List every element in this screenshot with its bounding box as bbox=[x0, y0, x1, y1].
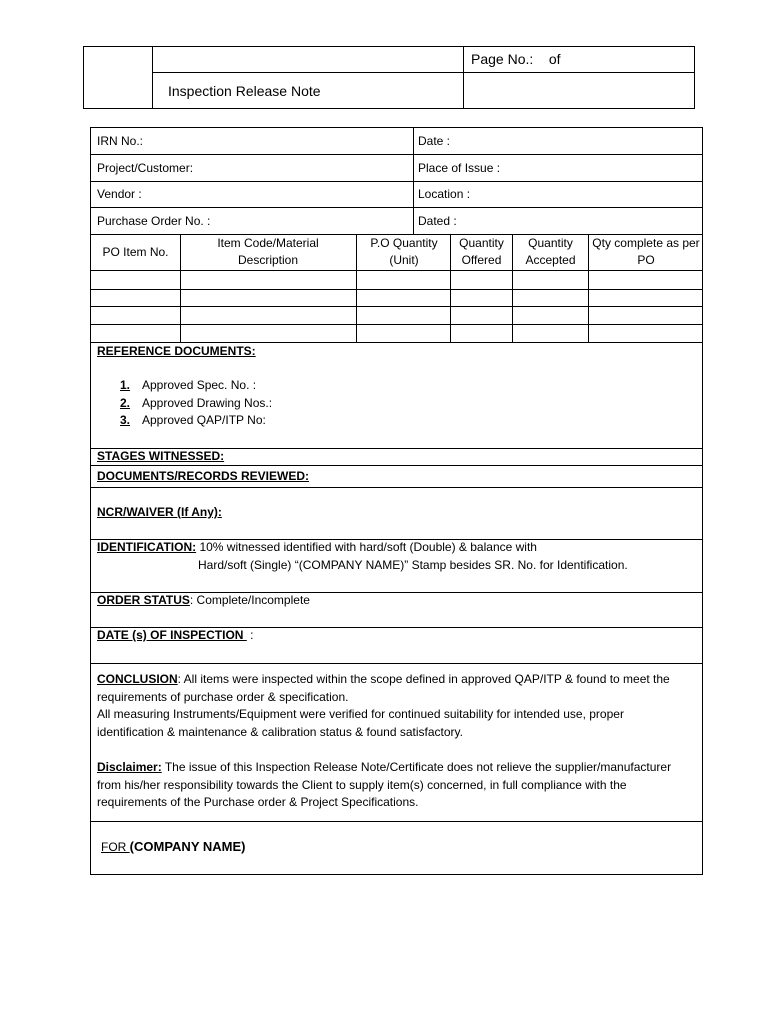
conclusion-section bbox=[97, 671, 693, 706]
date-of-inspection-section bbox=[97, 627, 693, 645]
for-label: FOR bbox=[101, 840, 130, 854]
header-box bbox=[83, 46, 695, 109]
company-name: (COMPANY NAME) bbox=[129, 839, 246, 854]
column-header-item-code: Item Code/Material Description bbox=[217, 236, 319, 267]
location-label: Location : bbox=[418, 187, 471, 201]
identification-label: IDENTIFICATION: bbox=[97, 540, 197, 554]
disclaimer-label: Disclaimer: bbox=[97, 760, 162, 774]
date-of-inspection-suffix: : bbox=[246, 628, 254, 642]
reference-item: 1. Approved Spec. No. : bbox=[120, 378, 257, 392]
identification-line-2: Hard/soft (Single) “(COMPANY NAME)” Stamp besides SR. No. for Identification. bbox=[198, 558, 628, 572]
date-of-inspection-label: DATE (s) OF INSPECTION bbox=[97, 628, 247, 642]
reference-documents-section bbox=[97, 343, 693, 361]
irn-number-label: IRN No.: bbox=[97, 134, 144, 148]
column-header-qty-complete: Qty complete as per PO bbox=[592, 236, 700, 267]
stages-witnessed-heading: STAGES WITNESSED: bbox=[97, 449, 225, 463]
disclaimer-section bbox=[97, 759, 693, 812]
disclaimer-text: The issue of this Inspection Release Note/Certificate does not relieve the supplier/manufacturer from his/her responsibility towards the Client to supply item(s) concerned, in full compliance with the requirements of the Purchase order & Project Specifications. bbox=[97, 760, 672, 809]
reference-list bbox=[120, 377, 716, 430]
reference-documents-heading: REFERENCE DOCUMENTS: bbox=[97, 344, 256, 358]
reference-item: 3. Approved QAP/ITP No: bbox=[120, 413, 266, 427]
column-header-po-quantity: P.O Quantity (Unit) bbox=[370, 236, 438, 267]
dated-label: Dated : bbox=[418, 214, 457, 228]
purchase-order-label: Purchase Order No. : bbox=[97, 214, 211, 228]
place-of-issue-label: Place of Issue : bbox=[418, 161, 501, 175]
page-number-label: Page No.: of bbox=[471, 51, 561, 67]
main-form-table bbox=[90, 127, 703, 875]
documents-reviewed-heading: DOCUMENTS/RECORDS REVIEWED: bbox=[97, 469, 310, 483]
document-title: Inspection Release Note bbox=[168, 83, 321, 99]
identification-section bbox=[97, 539, 693, 557]
order-status-section bbox=[97, 592, 693, 610]
ncr-waiver-heading: NCR/WAIVER (If Any): bbox=[97, 505, 222, 519]
identification-line-1: 10% witnessed identified with hard/soft (Double) & balance with bbox=[196, 540, 537, 554]
project-customer-label: Project/Customer: bbox=[97, 161, 194, 175]
order-status-value: : Complete/Incomplete bbox=[189, 593, 310, 607]
vendor-label: Vendor : bbox=[97, 187, 142, 201]
conclusion-text-2: All measuring Instruments/Equipment were verified for continued suitability for intended use, proper identification & maintenance & calibration status & found satisfactory. bbox=[97, 707, 624, 739]
date-label: Date : bbox=[418, 134, 451, 148]
signoff-section bbox=[101, 839, 245, 854]
order-status-label: ORDER STATUS bbox=[97, 593, 190, 607]
column-header-po-item: PO Item No. bbox=[102, 245, 169, 259]
column-header-quantity-accepted: Quantity Accepted bbox=[525, 236, 576, 267]
conclusion-label: CONCLUSION bbox=[97, 672, 178, 686]
reference-item: 2. Approved Drawing Nos.: bbox=[120, 395, 273, 410]
conclusion-text-1: : All items were inspected within the scope defined in approved QAP/ITP & found to meet the requirements of purchase order & specification. bbox=[97, 672, 670, 704]
column-header-quantity-offered: Quantity Offered bbox=[459, 236, 504, 267]
